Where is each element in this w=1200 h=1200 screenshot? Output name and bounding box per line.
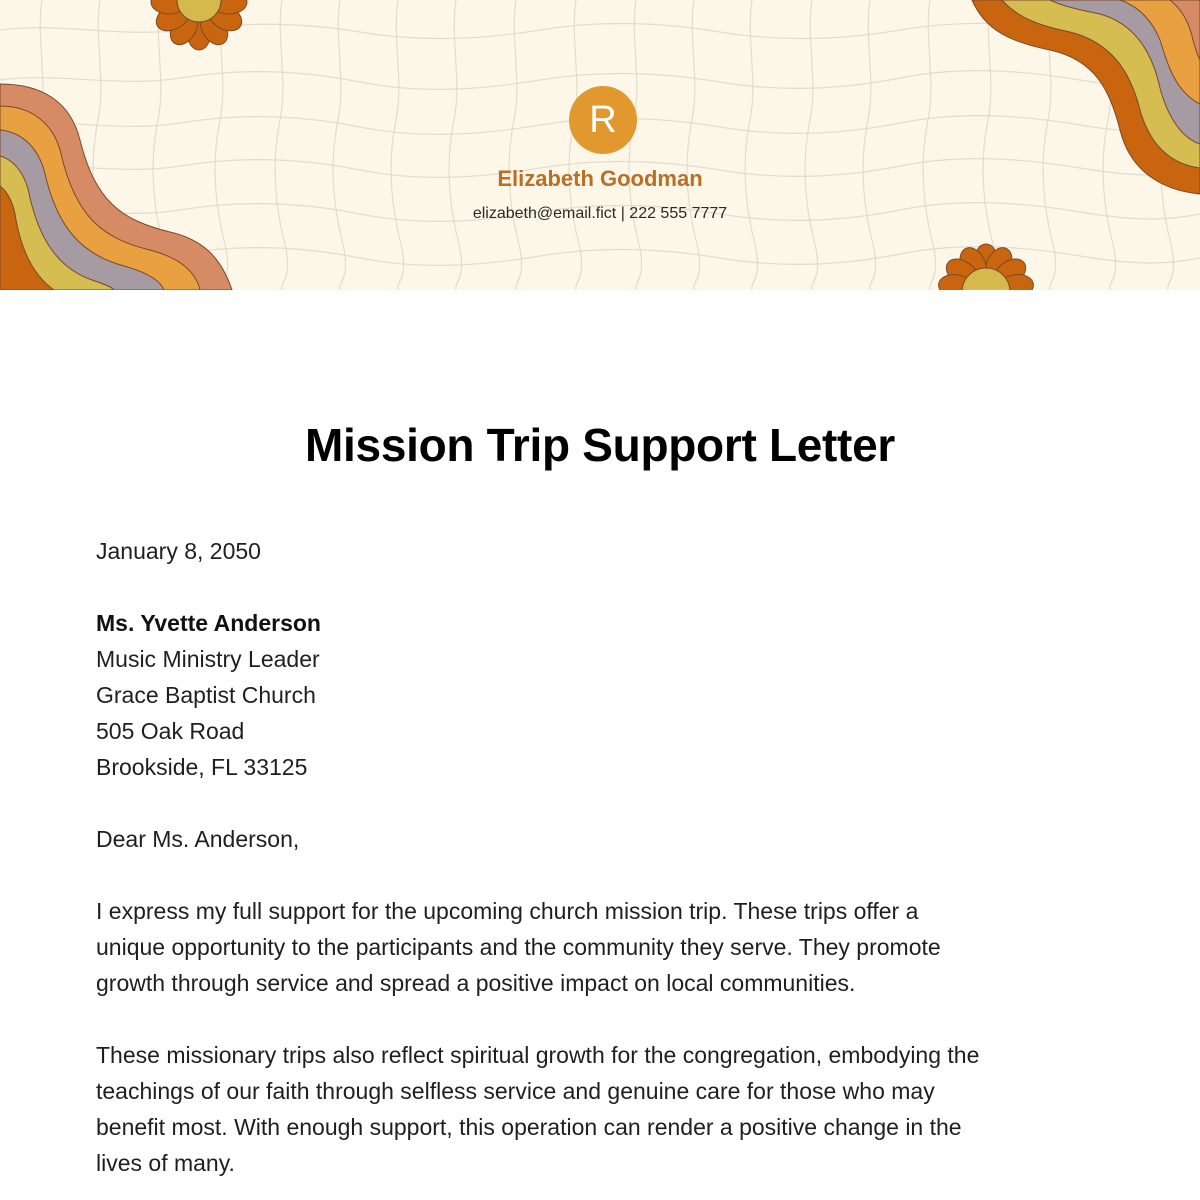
paragraph-line: lives of many. [96, 1150, 235, 1176]
document-title: Mission Trip Support Letter [305, 419, 895, 471]
body-paragraph-1 [96, 893, 1106, 1001]
recipient-name: Ms. Yvette Anderson [96, 610, 321, 636]
paragraph-line: I express my full support for the upcoming church mission trip. These trips offer a [96, 898, 919, 924]
sender-contact: elizabeth@email.fict | 222 555 7777 [472, 205, 728, 222]
paragraph-line: These missionary trips also reflect spiritual growth for the congregation, embodying the [96, 1042, 980, 1068]
body-paragraph-2 [96, 1037, 1106, 1181]
paragraph-line: growth through service and spread a positive impact on local communities. [96, 970, 856, 996]
flower-top-decoration [151, 0, 247, 50]
recipient-position: Music Ministry Leader [96, 646, 320, 672]
paragraph-line: unique opportunity to the participants and the community they serve. They promote [96, 934, 941, 960]
flower-bottom-decoration [937, 243, 1036, 290]
salutation: Dear Ms. Anderson, [96, 826, 300, 852]
recipient-street: 505 Oak Road [96, 718, 245, 744]
recipient-organization: Grace Baptist Church [96, 682, 316, 708]
letterhead [0, 0, 1200, 290]
paragraph-line: benefit most. With enough support, this operation can render a positive change in the [96, 1114, 962, 1140]
right-rainbow-wave [972, 0, 1200, 194]
letter-date: January 8, 2050 [96, 538, 261, 564]
logo-letter: R [589, 98, 617, 141]
recipient-city-state-zip: Brookside, FL 33125 [96, 754, 308, 780]
recipient-block [96, 605, 1106, 785]
logo-badge [569, 86, 637, 154]
paragraph-line: teachings of our faith through selfless service and genuine care for those who may [96, 1078, 935, 1104]
sender-name: Elizabeth Goodman [497, 166, 703, 191]
